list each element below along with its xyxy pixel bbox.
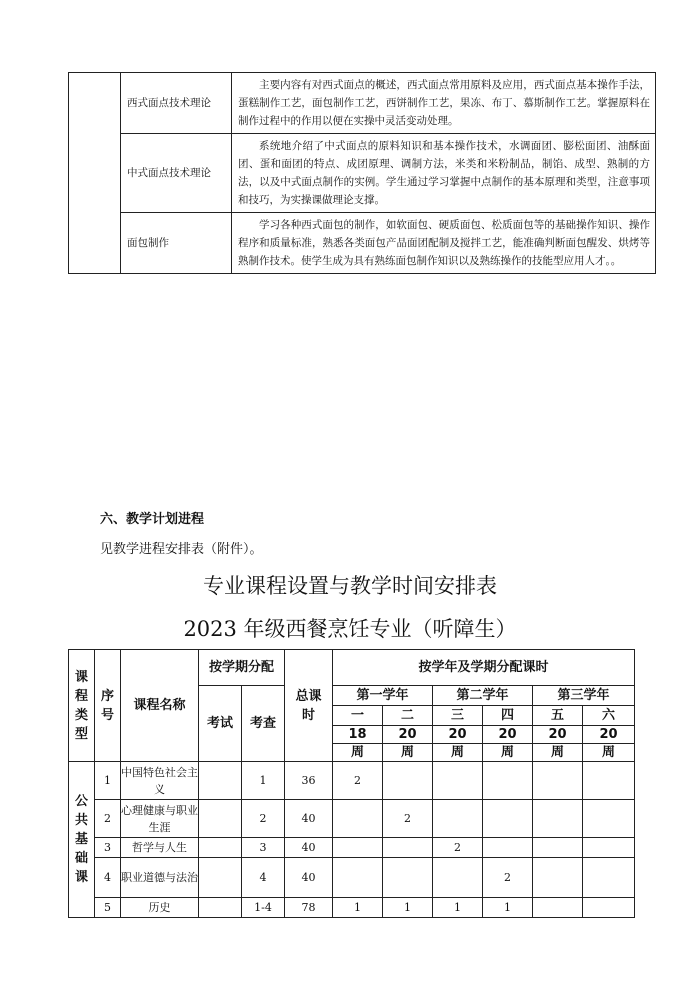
header-week-unit: 周 [483,744,533,762]
row-exam [199,762,242,800]
row-term-hours [533,762,583,800]
row-total: 40 [285,858,333,898]
row-course-name: 中国特色社会主义 [121,762,199,800]
row-term-hours [333,800,383,838]
group-cell: 公共基础课 [69,762,95,918]
row-no: 5 [95,898,121,918]
row-check: 2 [242,800,285,838]
row-term-hours: 2 [433,838,483,858]
row-check: 1 [242,762,285,800]
row-term-hours [433,800,483,838]
table-row [69,800,635,838]
section-title: 六、教学计划进程 [100,512,205,527]
row-course-name: 心理健康与职业生涯 [121,800,199,838]
course-name-cell: 面包制作 [121,213,232,274]
table-row [69,213,656,274]
row-exam [199,800,242,838]
row-term-hours [333,838,383,858]
table-subtitle: 2023 年级西餐烹饪专业（听障生） [183,617,517,641]
header-year-2: 第二学年 [433,686,533,706]
row-term-hours [583,800,635,838]
header-week-unit: 周 [533,744,583,762]
header-term: 一 [333,706,383,726]
row-term-hours [533,800,583,838]
table-title: 专业课程设置与教学时间安排表 [203,574,497,598]
row-no: 2 [95,800,121,838]
table-row [69,898,635,918]
schedule-table [68,649,635,918]
row-check: 4 [242,858,285,898]
row-term-hours: 2 [483,858,533,898]
section-text: 见教学进程安排表（附件）。 [100,542,263,557]
course-name-cell: 中式面点技术理论 [121,134,232,213]
row-no: 4 [95,858,121,898]
row-course-name: 历史 [121,898,199,918]
header-term: 六 [583,706,635,726]
header-week-unit: 周 [333,744,383,762]
row-total: 40 [285,800,333,838]
row-total: 40 [285,838,333,858]
row-term-hours [333,858,383,898]
header-no: 序号 [95,650,121,762]
header-weeks: 20 [433,726,483,744]
row-total: 36 [285,762,333,800]
header-by-term: 按学期分配 [199,650,285,686]
category-cell [69,73,121,274]
row-term-hours [483,838,533,858]
row-exam [199,838,242,858]
header-type: 课程类型 [69,650,95,762]
row-term-hours [383,838,433,858]
header-term: 四 [483,706,533,726]
header-weeks: 20 [583,726,635,744]
row-check: 3 [242,838,285,858]
row-check: 1-4 [242,898,285,918]
header-year-1: 第一学年 [333,686,433,706]
row-term-hours [583,858,635,898]
course-desc-cell: 学习各种西式面包的制作，如软面包、硬质面包、松质面包等的基础操作知识、操作程序和质量标准，熟悉各类面包产品面团配制及搅拌工艺，能准确判断面包醒发、烘烤等熟制作技术。使学生成为具有熟练面包制作知识以及熟练操作的技能型应用人才。。 [232,213,656,274]
row-term-hours [483,800,533,838]
row-course-name: 哲学与人生 [121,838,199,858]
header-weeks: 20 [533,726,583,744]
course-name-cell: 西式面点技术理论 [121,73,232,134]
header-term: 二 [383,706,433,726]
row-term-hours [433,858,483,898]
row-term-hours [383,762,433,800]
header-week-unit: 周 [583,744,635,762]
course-desc-cell: 主要内容有对西式面点的概述，西式面点常用原料及应用，西式面点基本操作手法，蛋糕制作工艺，面包制作工艺，西饼制作工艺，果冻、布丁、慕斯制作工艺。掌握原料在制作过程中的作用以便在实操中灵活变动处理。 [232,73,656,134]
course-description-table [68,72,656,274]
row-total: 78 [285,898,333,918]
header-by-year: 按学年及学期分配课时 [333,650,635,686]
row-exam [199,898,242,918]
row-term-hours [583,762,635,800]
row-term-hours [533,838,583,858]
table-row [69,762,635,800]
course-desc-cell: 系统地介绍了中式面点的原料知识和基本操作技术，水调面团、膨松面团、油酥面团、蛋和面团的特点、成团原理、调制方法，米类和米粉制品，制馅、成型、熟制的方法，以及中式面点制作的实例。学生通过学习掌握中点制作的基本原理和类型，注意事项和技巧，为实操课做理论支撑。 [232,134,656,213]
row-term-hours [583,838,635,858]
header-term: 三 [433,706,483,726]
row-term-hours: 1 [383,898,433,918]
row-term-hours: 1 [483,898,533,918]
row-term-hours [533,898,583,918]
table-row [69,73,656,134]
header-total-hours: 总课时 [285,650,333,762]
header-week-unit: 周 [433,744,483,762]
row-term-hours [383,858,433,898]
header-exam: 考试 [199,686,242,762]
row-term-hours: 1 [433,898,483,918]
table-row [69,134,656,213]
header-weeks: 20 [383,726,433,744]
row-term-hours: 1 [333,898,383,918]
row-term-hours [583,898,635,918]
row-term-hours [533,858,583,898]
header-weeks: 18 [333,726,383,744]
row-no: 3 [95,838,121,858]
row-term-hours [433,762,483,800]
header-year-3: 第三学年 [533,686,635,706]
header-weeks: 20 [483,726,533,744]
row-course-name: 职业道德与法治 [121,858,199,898]
row-term-hours [483,762,533,800]
row-term-hours: 2 [333,762,383,800]
row-term-hours: 2 [383,800,433,838]
row-no: 1 [95,762,121,800]
header-check: 考查 [242,686,285,762]
header-term: 五 [533,706,583,726]
table-row [69,838,635,858]
table-row [69,858,635,898]
header-week-unit: 周 [383,744,433,762]
row-exam [199,858,242,898]
header-name: 课程名称 [121,650,199,762]
